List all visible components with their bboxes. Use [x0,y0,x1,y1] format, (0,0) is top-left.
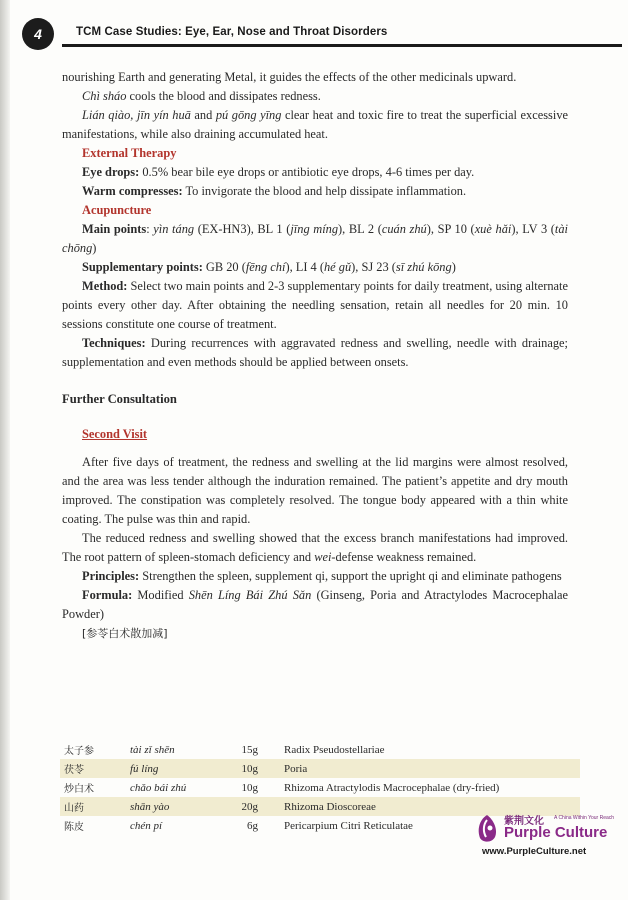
text: ), SP 10 ( [426,222,475,236]
label: Principles: [82,569,140,583]
text: 0.5% bear bile eye drops or antibiotic eye drops, 4-6 times per day. [139,165,475,179]
text: (Ginseng, Poria and Atractylodes Macrocephalae Powder) [62,588,569,621]
text: ), BL 2 ( [338,222,382,236]
formula-name: Shēn Líng Bái Zhú Sǎn [188,588,312,602]
herb-chinese: 陈皮 [64,822,84,833]
page-number-badge: 4 [22,18,54,50]
herb-latin: Rhizoma Atractylodis Macrocephalae (dry-fried) [284,781,500,794]
running-title: TCM Case Studies: Eye, Ear, Nose and Throat Disorders [76,26,388,38]
running-header [12,14,628,52]
paragraph [62,87,568,106]
herb-dose: 20g [218,797,262,816]
table-row [60,740,580,759]
text: -defense weakness remained. [331,550,477,564]
page-edge-shadow [0,0,10,900]
text: cools the blood and dissipates redness. [126,89,321,103]
text: Modified [132,588,189,602]
herb-pinyin: chén pí [130,819,163,832]
text: ) [92,241,97,255]
label: Formula: [82,588,133,602]
label: Eye drops: [82,165,140,179]
herb-latin: Poria [262,759,580,778]
page-body [62,68,568,643]
herb-dose: 6g [247,819,258,832]
paragraph: After five days of treatment, the redness and swelling at the lid margins were almost resolved, and the area was less tender although the induration remained. The patient’s appetite and dry mouth improved. The constipation was completely resolved. The tongue body appeared with a thin white coating. The pulse was thin and rapid. [62,455,568,526]
text: Strengthen the spleen, supplement qi, support the upright qi and eliminate pathogens [139,569,562,583]
point-name: fēng chí [245,260,286,274]
method-paragraph [62,277,568,334]
label: Techniques: [82,336,146,350]
label: Warm compresses: [82,184,183,198]
herb-latin: Pericarpium Citri Reticulatae [284,819,413,832]
label: Main points [82,222,147,236]
herb-dose: 10g [218,759,262,778]
techniques-paragraph [62,334,568,372]
herb-chinese: 炒白术 [64,784,94,795]
text: ), SJ 23 ( [351,260,396,274]
herb-pinyin: shān yào [126,797,218,816]
point-name: jīng míng [290,222,339,236]
herb-dose: 15g [241,743,258,756]
further-consultation-heading: Further Consultation [62,392,177,406]
principles-paragraph [62,567,568,586]
text: Select two main points and 2-3 supplementary points for daily treatment, using alternate points every other day. After obtaining the needling sensation, retain all needles for 20 min. 10 sessions constitute one course of treatment. [62,279,568,331]
eye-drops-line [62,163,568,182]
text: (EX-HN3), BL 1 ( [194,222,291,236]
herb-latin: Rhizoma Dioscoreae [262,797,580,816]
table-row [60,778,580,797]
second-visit-heading: Second Visit [82,427,148,441]
point-name: tài chōng [62,222,568,255]
formula-chinese-name: [参苓白术散加减] [82,627,168,640]
text: : [146,222,154,236]
point-name: xuè hǎi [474,222,512,236]
herb-pinyin: fú líng [126,759,218,778]
text: ) [451,260,456,274]
paragraph [62,106,568,144]
section-heading-external-therapy: External Therapy [82,146,177,160]
supplementary-points-line [62,258,568,277]
herb-name: pú gōng yīng [215,108,282,122]
text: GB 20 ( [202,260,246,274]
point-name: hé gǔ [323,260,352,274]
point-name: cuán zhú [381,222,427,236]
purple-culture-watermark [474,812,624,860]
herb-name: Chì sháo [82,89,127,103]
herb-dose: 10g [241,781,258,794]
header-rule [62,44,622,47]
paragraph [62,529,568,567]
text: ), LI 4 ( [285,260,324,274]
herb-pinyin: chǎo bái zhú [130,781,187,794]
text: ), LV 3 ( [511,222,555,236]
herb-name: Lián qiào, jīn yín huā [82,108,191,122]
table-row [60,759,580,778]
herb-chinese: 茯苓 [60,759,126,778]
watermark-url: www.PurpleCulture.net [482,846,587,857]
main-points-line [62,220,568,258]
herb-latin: Radix Pseudostellariae [284,743,385,756]
purple-culture-logo-icon [474,814,500,844]
point-name: sī zhú kōng [395,260,452,274]
herb-pinyin: tài zǐ shēn [130,743,175,756]
formula-paragraph [62,586,568,624]
term: wei [314,550,332,564]
label: Method: [82,279,128,293]
text: To invigorate the blood and help dissipate inflammation. [182,184,467,198]
warm-compresses-line [62,182,568,201]
text: clear heat and toxic fire to treat the superficial excessive manifestations, while also draining accumulated heat. [62,108,569,141]
herb-chinese: 山药 [60,797,126,816]
label: Supplementary points: [82,260,203,274]
watermark-chinese: 紫荆文化 [504,816,544,827]
watermark-brand: Purple Culture [504,824,608,841]
text: The reduced redness and swelling showed that the excess branch manifestations had improved. The root pattern of spleen-stomach deficiency and [62,531,568,564]
text: During recurrences with aggravated redness and swelling, needle with drainage; supplementation and even methods should be applied between onsets. [62,336,568,369]
watermark-tagline: A China Within Your Reach [554,815,615,821]
herb-chinese: 太子参 [64,746,94,757]
section-heading-acupuncture: Acupuncture [82,203,152,217]
text: and [190,108,216,122]
point-name: yìn táng [153,222,195,236]
paragraph: nourishing Earth and generating Metal, it guides the effects of the other medicinals upward. [62,70,517,84]
